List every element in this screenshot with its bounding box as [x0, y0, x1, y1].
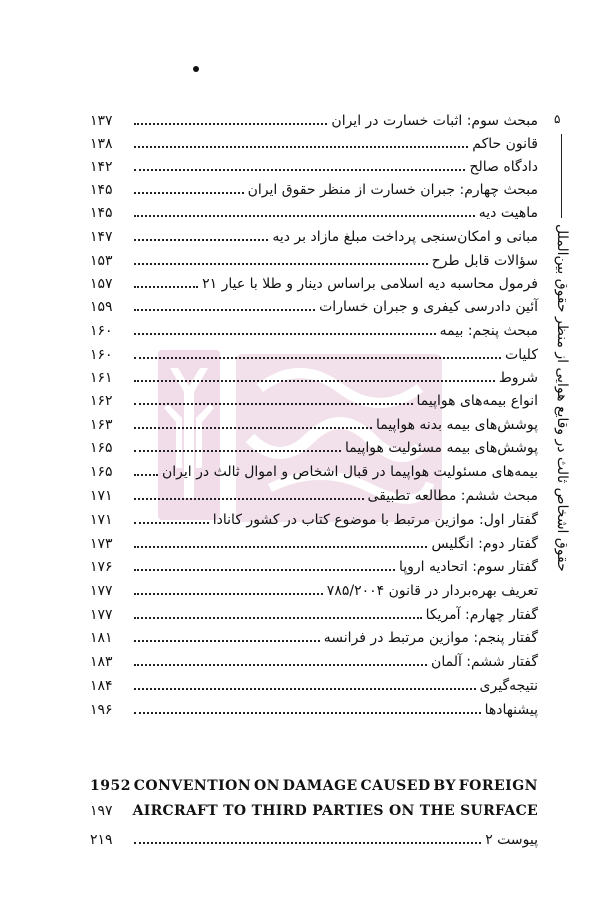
- toc-entry-title: مبحث سوم: اثبات خسارت در ایران: [331, 113, 538, 129]
- toc-entry-title: ماهیت دیه: [478, 205, 538, 221]
- dot-leader: [134, 841, 481, 844]
- toc-entry-page: ۱۴۷: [90, 229, 113, 245]
- toc-entry-appendix[interactable]: [90, 829, 538, 849]
- page-number: ۵: [554, 112, 561, 126]
- toc-entry-page: ۱۶۳: [90, 417, 113, 433]
- english-word: ON: [253, 778, 280, 794]
- toc-entry-page: ۱۴۵: [90, 182, 113, 198]
- toc-entry-page: ۱۳۸: [90, 136, 113, 152]
- toc-entry-page: ۱۶۰: [90, 323, 113, 339]
- toc-entry-page: ۱۵۷: [90, 276, 113, 292]
- toc-entry-title: قانون حاکم: [472, 136, 538, 152]
- toc-entry-page: ۱۵۹: [90, 299, 113, 315]
- toc-entry-title: مبحث ششم: مطالعه تطبیقی: [367, 488, 538, 504]
- toc-entry-title: فرمول محاسبه دیه اسلامی براساس دینار و طلا با عیار ۲۱: [202, 276, 538, 292]
- toc-entry-title: سؤالات قابل طرح: [431, 253, 538, 269]
- toc-entry-title: پیشنهادها: [484, 702, 538, 718]
- toc-entry-page: ۱۸۴: [90, 678, 113, 694]
- toc-entry-page: ۱۷۱: [90, 488, 113, 504]
- toc-appendix: [90, 0, 538, 921]
- toc-entry-title: مبانی و امکان‌سنجی پرداخت مبلغ مازاد بر دیه: [272, 229, 538, 245]
- toc-entry-title: گفتار پنجم: موازین مرتبط در فرانسه: [323, 630, 538, 646]
- running-head-divider: [561, 134, 562, 218]
- toc-entry-page: ۱۳۷: [90, 113, 113, 129]
- toc-entry-page: ۱۶۵: [90, 464, 113, 480]
- toc-entry-title: گفتار چهارم: آمریکا: [425, 607, 538, 623]
- toc-entry-title: کلیات: [505, 347, 538, 363]
- english-word: CAUSED: [360, 778, 431, 794]
- running-head: [548, 108, 576, 648]
- toc-entry-page: ۱۷۶: [90, 559, 113, 575]
- running-head-title: حقوق اشخاص ثالث در وقایع هوایی از منظر حقوق بین‌الملل: [554, 224, 570, 572]
- toc-entry-title: گفتار اول: موازین مرتبط با موضوع کتاب در کشور کانادا: [212, 512, 538, 528]
- toc-entry-title: پوشش‌های بیمه بدنه هواپیما: [375, 417, 538, 433]
- toc-entry-page: ۱۶۵: [90, 440, 113, 456]
- toc-entry-title: بیمه‌های مسئولیت هواپیما در قبال اشخاص و اموال ثالث در ایران: [162, 464, 538, 480]
- toc-entry-title: شروط: [498, 370, 538, 386]
- english-word: BY: [433, 778, 456, 794]
- toc-entry-title: تعریف بهره‌بردار در قانون ۷۸۵/۲۰۰۴: [326, 583, 538, 599]
- toc-entry-page: ۱۶۱: [90, 370, 113, 386]
- toc-entry-title: AIRCRAFT TO THIRD PARTIES ON THE SURFACE: [132, 803, 538, 819]
- toc-entry-page: ۱۵۳: [90, 253, 113, 269]
- toc-entry-page: ۱۶۰: [90, 347, 113, 363]
- toc-entry-title: نتیجه‌گیری: [479, 678, 538, 694]
- toc-entry-page: ۱۹۶: [90, 702, 113, 718]
- toc-entry-page: ۱۷۳: [90, 536, 113, 552]
- toc-entry-page: ۱۷۷: [90, 583, 113, 599]
- toc-entry-page: ۱۸۱: [90, 630, 113, 646]
- toc-entry-title: گفتار سوم: اتحادیه اروپا: [399, 559, 538, 575]
- toc-entry-page: ۱۷۷: [90, 607, 113, 623]
- toc-entry-title: دادگاه صالح: [469, 159, 538, 175]
- english-word: CONVENTION: [133, 778, 252, 794]
- toc-entry-title: انواع بیمه‌های هواپیما: [416, 393, 538, 409]
- toc-entry-title: آئین دادرسی کیفری و جبران خسارات: [319, 299, 538, 315]
- toc-entry-page: ۲۱۹: [90, 832, 113, 848]
- toc-entry-title: مبحث پنجم: بیمه: [439, 323, 538, 339]
- toc-entry-page: ۱۸۳: [90, 654, 113, 670]
- toc-entry-title: مبحث چهارم: جبران خسارت از منظر حقوق ایران: [247, 182, 538, 198]
- toc-entry-page: ۱۷۱: [90, 512, 113, 528]
- english-word: FOREIGN: [458, 778, 538, 794]
- toc-entry-page: ۱۶۲: [90, 393, 113, 409]
- toc-entry-title: پوشش‌های بیمه مسئولیت هواپیما: [344, 440, 538, 456]
- toc-entry-title: گفتار ششم: آلمان: [431, 654, 538, 670]
- toc-entry-page: ۱۴۵: [90, 205, 113, 221]
- toc-entry-page: ۱۴۲: [90, 159, 113, 175]
- toc-entry-page: ۱۹۷: [90, 803, 113, 819]
- english-word: 1952: [90, 778, 131, 794]
- toc-entry-title: پیوست ۲: [485, 832, 538, 848]
- toc-entry-title: گفتار دوم: انگلیس: [431, 536, 538, 552]
- english-word: DAMAGE: [282, 778, 358, 794]
